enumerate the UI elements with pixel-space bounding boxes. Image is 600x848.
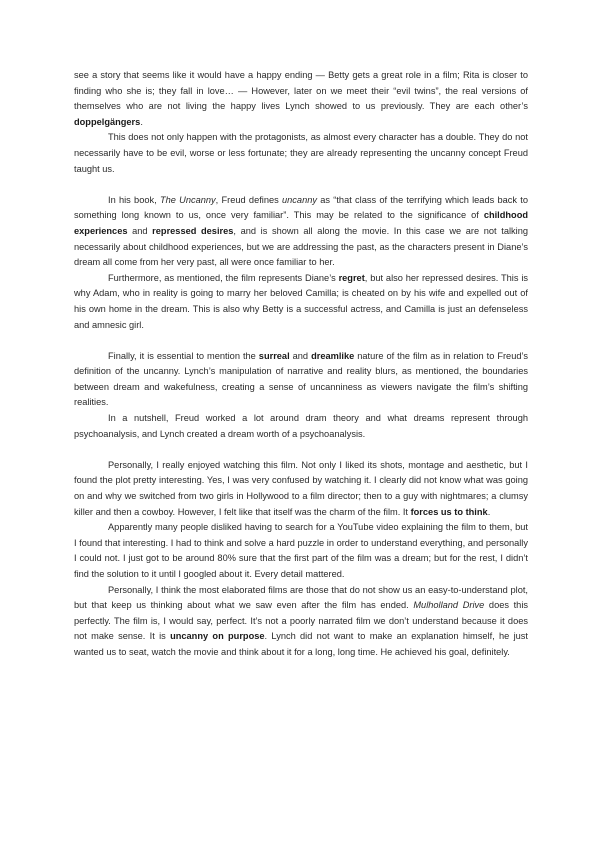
text-run: , Freud defines	[215, 194, 283, 205]
document-page	[74, 68, 528, 661]
text-run: nature of the film as in relation to Freud’s definition of the uncanny. Lynch’s manipulation of narrative and reality blurs, as mentioned, the boundaries between dream and wakefulness, creating a sense of uncanniness as viewers navigate the film’s shifting realities.	[74, 350, 528, 408]
text-run: In his book,	[108, 194, 160, 205]
text-run: .	[487, 506, 491, 517]
text-run: and	[127, 225, 153, 236]
text-run: Personally, I really enjoyed watching this film. Not only I liked its shots, montage and aesthetic, but I found the plot pretty interesting. Yes, I was very confused by watching it. I clearly did not know what was going on and why we switched from two girls in Hollywood to a film director; then to a guy with nightmares; a clumsy killer and then a cowboy. However, I felt like that itself was the charm of the film. It	[74, 459, 528, 517]
italic-term-uncanny: uncanny	[282, 194, 317, 205]
text-run: see a story that seems like it would have a happy ending — Betty gets a great role in a film; Rita is closer to finding who she is; they fall in love… — However, later on we meet their “evil twins”, the real versions of themselves who are not living the happy lives Lynch showed to us previously. They are each other’s	[74, 70, 528, 112]
text-run: Apparently many people disliked having to search for a YouTube video explaining the film to them, but I found that interesting. I had to think and solve a hard puzzle in order to understand everything, and personally I could not. I just got to be around 80% sure that the first part of the film was a dream; but for the rest, I didn’t find the solution to it until I googled about it. Every detail mattered.	[74, 522, 528, 579]
text-run: does this perfectly. The film is, I would say, perfect. It’s not a poorly narrated film we don’t understand because it does not make sense. It is	[74, 600, 528, 642]
bold-term-repressed: repressed desires	[152, 225, 234, 236]
text-run: Finally, it is essential to mention the	[108, 350, 259, 361]
text-run: . Lynch did not want to make an explanation himself, he just wanted us to seat, watch the movie and think about it for a long, long time. He achieved his goal, definitely.	[74, 631, 528, 657]
bold-term-childhood: childhood experiences	[74, 210, 528, 236]
italic-film-title: Mulholland Drive	[413, 600, 485, 611]
paragraph-uncanny-definition	[74, 193, 528, 271]
text-run: , and is shown all along the movie. In this case we are not talking necessarily about childhood experiences, but we are addressing the past, as the characters present in Diane’s dream all come from her very past, all were once familiar to her.	[74, 225, 528, 268]
text-run: Furthermore, as mentioned, the film represents Diane’s	[108, 272, 339, 283]
bold-term-dreamlike: dreamlike	[311, 350, 355, 361]
text-run: In a nutshell, Freud worked a lot around dram theory and what dreams represent through psychoanalysis, and Lynch created a dream worth of a psychoanalysis.	[74, 413, 528, 439]
paragraph-doubles	[74, 130, 528, 177]
paragraph-nutshell	[74, 411, 528, 442]
paragraph-personal-opinion	[74, 458, 528, 520]
bold-term-forces-think: forces us to think	[410, 506, 488, 517]
text-run: Personally, I think the most elaborated films are those that do not show us an easy-to-understand plot, but that keep us thinking about what we saw even after the film has ended.	[74, 584, 528, 611]
bold-term-uncanny-purpose: uncanny on purpose	[170, 631, 265, 642]
bold-term-doppelgangers: doppelgängers	[74, 116, 141, 127]
text-run: , but also her repressed desires. This is why Adam, who in reality is going to marry her beloved Camilla; is cheated on by his wife and expelled out of his own home in the dream. This is also why Betty is a successful actress, and Camilla is just an defenseless and amnesic girl.	[74, 272, 528, 330]
paragraph-surreal	[74, 349, 528, 411]
paragraph-youtube	[74, 520, 528, 582]
italic-book-title: The Uncanny	[159, 194, 216, 205]
text-run: as “that class of the terrifying which leads back to something long known to us, once very familiar”. This may be related to the significance of	[74, 194, 528, 221]
paragraph-regret	[74, 271, 528, 333]
text-run: and	[289, 350, 312, 361]
bold-term-regret: regret	[338, 272, 365, 283]
paragraph-doppelgangers	[74, 68, 528, 130]
paragraph-conclusion	[74, 583, 528, 661]
bold-term-surreal: surreal	[258, 350, 290, 361]
text-run: This does not only happen with the protagonists, as almost every character has a double. They do not necessarily have to be evil, worse or less fortunate; they are already representing the uncanny concept Freud taught us.	[74, 132, 528, 174]
text-run: .	[140, 116, 143, 127]
